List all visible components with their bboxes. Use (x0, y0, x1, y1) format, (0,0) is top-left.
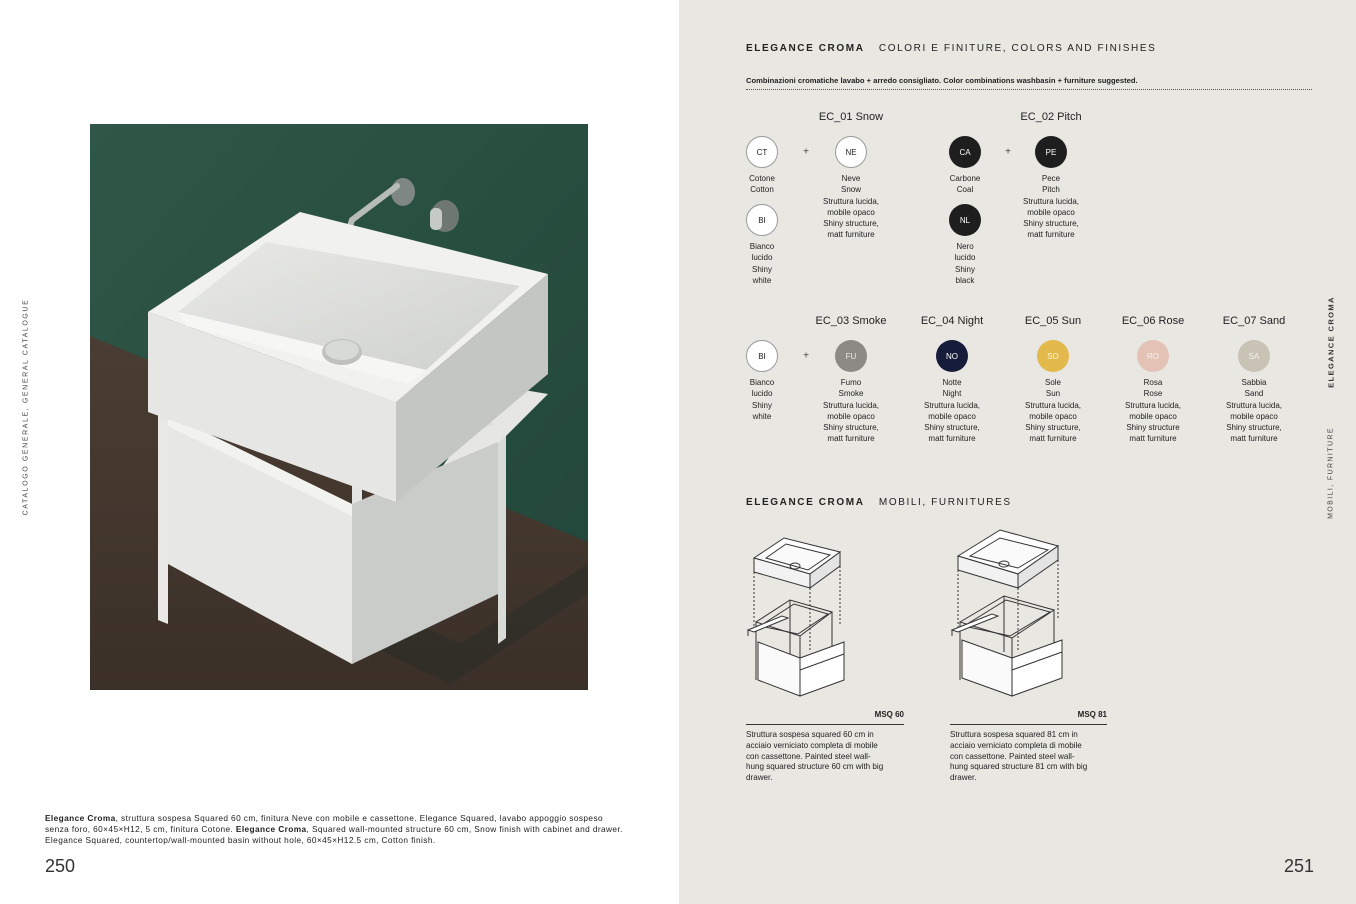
swatch-ro: RO (1137, 340, 1169, 372)
label-ct: Cotone Cotton (749, 174, 775, 195)
label-ne: Neve Snow Struttura lucida, mobile opaco Shiny structure, matt furniture (822, 174, 880, 240)
divider-msq81 (950, 724, 1107, 725)
caption-brand-en: Elegance Croma (235, 823, 307, 834)
swatch-no: NO (936, 340, 968, 372)
label-fu: Fumo Smoke Struttura lucida, mobile opaco Shiny structure, matt furniture (822, 378, 880, 444)
photo-caption (45, 813, 625, 845)
model-msq81: MSQ 81 (1077, 710, 1107, 719)
swatch-ca: CA (949, 136, 981, 168)
swatch-ne: NE (835, 136, 867, 168)
model-msq60: MSQ 60 (874, 710, 904, 719)
desc-msq81: Struttura sospesa squared 81 cm in acciaio verniciato completa di mobile con cassettone. Painted steel wall- hung squared structure 81 cm with big drawer. (950, 730, 1088, 783)
swatch-so: SO (1037, 340, 1069, 372)
caption-brand-it: Elegance Croma (45, 813, 116, 823)
code-ec06: EC_06 Rose (1121, 315, 1185, 327)
code-ec04: EC_04 Night (920, 315, 984, 327)
swatch-fu: FU (835, 340, 867, 372)
label-ro: Rosa Rose Struttura lucida, mobile opaco Shiny structure matt furniture (1124, 378, 1182, 444)
label-sa: Sabbia Sand Struttura lucida, mobile opaco Shiny structure, matt furniture (1225, 378, 1283, 444)
swatch-bi-row2: BI (746, 340, 778, 372)
divider-msq60 (746, 724, 904, 725)
page-number-right: 251 (1284, 856, 1315, 876)
page-number-left: 250 (45, 856, 76, 876)
label-so: Sole Sun Struttura lucida, mobile opaco Shiny structure, matt furniture (1024, 378, 1082, 444)
colors-heading-brand: ELEGANCE CROMA (746, 43, 865, 54)
desc-msq60: Struttura sospesa squared 60 cm in acciaio verniciato completa di mobile con cassettone. Painted steel wall- hung squared structure 60 cm with big drawer. (746, 730, 884, 783)
swatch-bi: BI (746, 204, 778, 236)
dotted-divider (746, 89, 1312, 90)
furniture-heading-title: MOBILI, FURNITURES (878, 497, 1012, 508)
caption-text-en: , Squared wall-mounted structure 60 cm, Snow finish with cabinet and drawer. Elegance Squared, countertop/wall-mounted basin without hole, 60×45×H12.5 cm, Cotton finish. (45, 823, 623, 845)
label-nl: Nero lucido Shiny black (954, 242, 976, 285)
drawing-msq60 (744, 530, 854, 705)
swatch-sa: SA (1238, 340, 1270, 372)
furniture-heading-brand: ELEGANCE CROMA (746, 497, 865, 508)
vertical-furniture-label: MOBILI, FURNITURE (1327, 427, 1335, 519)
code-ec02: EC_02 Pitch (1020, 111, 1082, 123)
colors-section-heading (746, 43, 1156, 54)
code-ec07: EC_07 Sand (1222, 315, 1286, 327)
plus-sign: + (803, 146, 809, 158)
swatch-nl: NL (949, 204, 981, 236)
code-ec03: EC_03 Smoke (815, 315, 887, 327)
furniture-section-heading (746, 497, 1012, 508)
vertical-catalogue-label: CATALOGO GENERALE, GENERAL CATALOGUE (22, 298, 30, 516)
vertical-brand-label: ELEGANCE CROMA (1326, 296, 1336, 388)
label-no: Notte Night Struttura lucida, mobile opaco Shiny structure, matt furniture (923, 378, 981, 444)
label-bi: Bianco lucido Shiny white (749, 242, 775, 285)
drawing-msq81 (948, 522, 1068, 705)
plus-sign: + (803, 350, 809, 362)
plus-sign: + (1005, 146, 1011, 158)
product-photo (90, 124, 588, 690)
code-ec05: EC_05 Sun (1024, 315, 1082, 327)
label-pe: Pece Pitch Struttura lucida, mobile opaco Shiny structure, matt furniture (1022, 174, 1080, 240)
label-ca: Carbone Coal (949, 174, 981, 195)
code-ec01: EC_01 Snow (818, 111, 884, 123)
swatch-pe: PE (1035, 136, 1067, 168)
caption-text-it: , struttura sospesa Squared 60 cm, finitura Neve con mobile e cassettone. Elegance Squared, lavabo appoggio sospeso senza foro, 60×45×H12, 5 cm, finitura Cotone. (45, 813, 604, 834)
label-bi-row2: Bianco lucido Shiny white (749, 378, 775, 421)
colors-subtitle: Combinazioni cromatiche lavabo + arredo consigliato. Color combinations washbasin + furniture suggested. (746, 76, 1138, 85)
colors-heading-title: COLORI E FINITURE, COLORS AND FINISHES (878, 43, 1157, 54)
swatch-ct: CT (746, 136, 778, 168)
